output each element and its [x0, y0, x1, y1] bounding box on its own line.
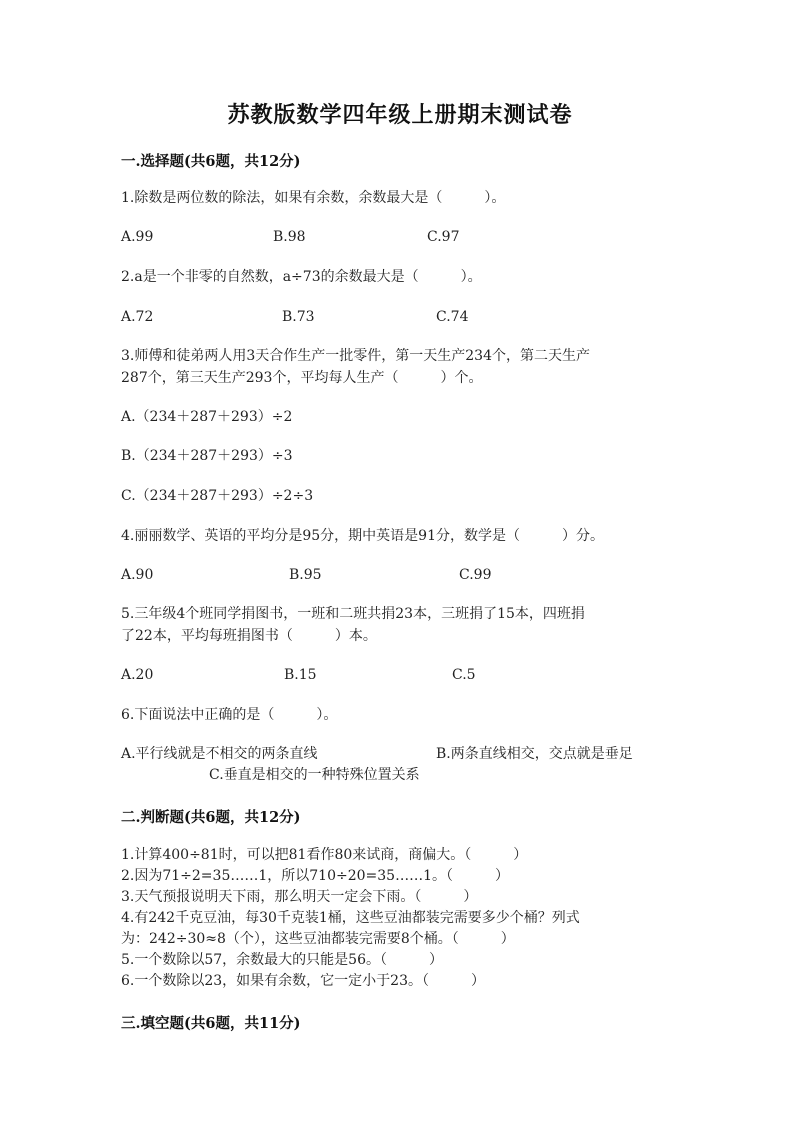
- choice-question-5-stem-line-2: 了22本，平均每班捐图书（ ）本。: [121, 628, 377, 644]
- judge-question-4-line-1: 4.有242千克豆油，每30千克装1桶，这些豆油都装完需要多少个桶？列式: [121, 910, 580, 926]
- choice-question-3-stem-line-1: 3.师傅和徒弟两人用3天合作生产一批零件，第一天生产234个，第二天生产: [121, 348, 590, 364]
- judge-question-2: 2.因为71÷2=35……1，所以710÷20=35……1。（ ）: [121, 868, 509, 884]
- section-heading-choice: 一.选择题(共6题，共12分): [121, 153, 301, 170]
- choice-question-3-option-c: C.（234＋287＋293）÷2÷3: [121, 488, 314, 504]
- choice-question-4-option-c: C.99: [459, 567, 492, 583]
- choice-question-1-stem: 1.除数是两位数的除法，如果有余数，余数最大是（ ）。: [121, 190, 506, 206]
- choice-question-4-stem: 4.丽丽数学、英语的平均分是95分，期中英语是91分，数学是（ ）分。: [121, 528, 604, 544]
- choice-question-2-stem: 2.a是一个非零的自然数，a÷73的余数最大是（ ）。: [121, 269, 482, 285]
- judge-question-3: 3.天气预报说明天下雨，那么明天一定会下雨。（ ）: [121, 889, 478, 905]
- choice-question-5-option-a: A.20: [121, 667, 154, 683]
- choice-question-5-option-c: C.5: [452, 667, 476, 683]
- choice-question-6-stem: 6.下面说法中正确的是（ ）。: [121, 707, 338, 723]
- judge-question-6: 6.一个数除以23，如果有余数，它一定小于23。（ ）: [121, 973, 485, 989]
- choice-question-3-option-a: A.（234＋287＋293）÷2: [121, 409, 293, 425]
- choice-question-5-option-b: B.15: [284, 667, 317, 683]
- judge-question-4-line-2: 为：242÷30≈8（个），这些豆油都装完需要8个桶。（ ）: [121, 931, 515, 947]
- choice-question-6-option-b: B.两条直线相交，交点就是垂足: [436, 746, 633, 762]
- choice-question-2-option-a: A.72: [121, 309, 154, 325]
- page-title: 苏教版数学四年级上册期末测试卷: [227, 102, 573, 128]
- section-heading-judge: 二.判断题(共6题，共12分): [121, 809, 301, 826]
- choice-question-6-option-c: C.垂直是相交的一种特殊位置关系: [209, 767, 420, 783]
- choice-question-1-option-c: C.97: [427, 229, 460, 245]
- choice-question-4-option-b: B.95: [289, 567, 322, 583]
- choice-question-6-option-a: A.平行线就是不相交的两条直线: [121, 746, 318, 762]
- choice-question-1-option-a: A.99: [121, 229, 154, 245]
- choice-question-2-option-b: B.73: [282, 309, 315, 325]
- choice-question-4-option-a: A.90: [121, 567, 154, 583]
- choice-question-3-stem-line-2: 287个，第三天生产293个，平均每人生产（ ）个。: [121, 370, 483, 386]
- choice-question-3-option-b: B.（234＋287＋293）÷3: [121, 448, 293, 464]
- judge-question-5: 5.一个数除以57，余数最大的只能是56。（ ）: [121, 952, 443, 968]
- choice-question-5-stem-line-1: 5.三年级4个班同学捐图书，一班和二班共捐23本，三班捐了15本，四班捐: [121, 606, 585, 622]
- choice-question-2-option-c: C.74: [436, 309, 469, 325]
- section-heading-fill: 三.填空题(共6题，共11分): [121, 1015, 301, 1032]
- choice-question-1-option-b: B.98: [273, 229, 306, 245]
- judge-question-1: 1.计算400÷81时，可以把81看作80来试商，商偏大。（ ）: [121, 847, 528, 863]
